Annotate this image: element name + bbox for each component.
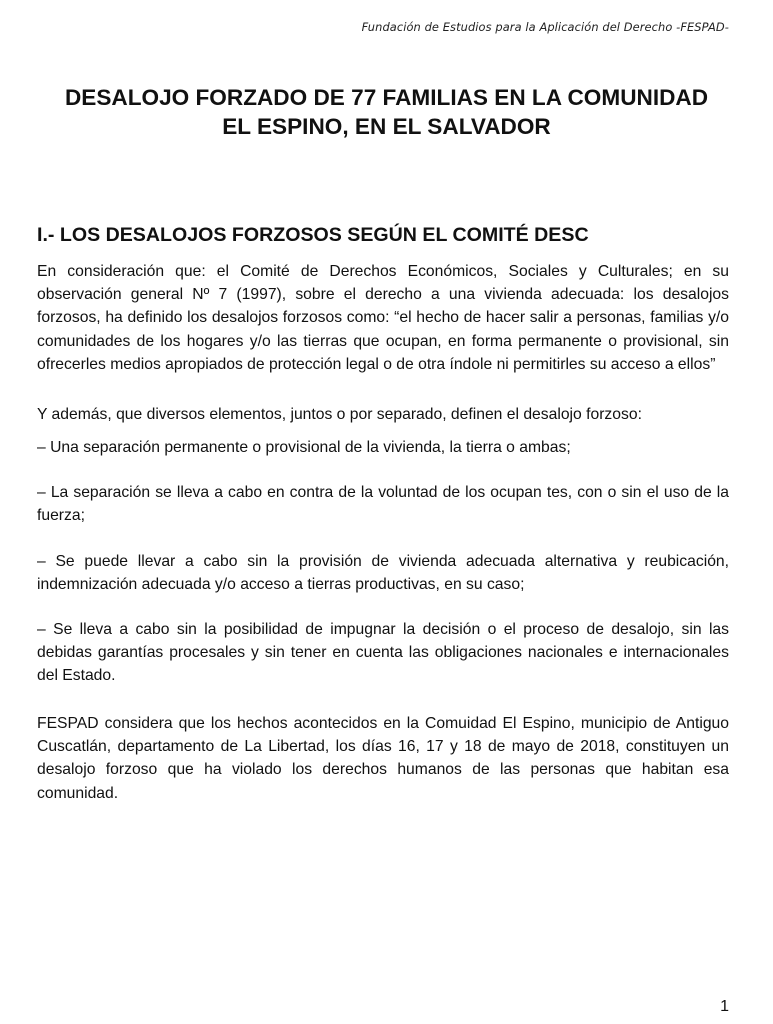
- document-title: [30, 83, 743, 141]
- list-item: – Una separación permanente o provisional de la vivienda, la tierra o ambas;: [37, 439, 571, 456]
- lead-block: [37, 403, 729, 426]
- intro-block: [37, 260, 729, 376]
- list-item: – Se puede llevar a cabo sin la provisión de vivienda adecuada alternativa y reubicación, indemnización adecuada y/o acceso a tierras productivas, en su caso;: [37, 552, 729, 593]
- elements-list: [37, 436, 729, 710]
- conclusion-paragraph: FESPAD considera que los hechos acontecidos en la Comuidad El Espino, municipio de Antiguo Cuscatlán, departamento de La Libertad, los días 16, 17 y 18 de mayo de 2018, constituyen un desalojo forzoso que ha violado los derechos humanos de las personas que habitan esa comunidad.: [37, 715, 729, 802]
- document-title-line-2: EL ESPINO, EN EL SALVADOR: [222, 114, 551, 139]
- list-item: – Se lleva a cabo sin la posibilidad de impugnar la decisión o el proceso de desalojo, sin las debidas garantías procesales y sin tener en cuenta las obligaciones nacionales e internacionales del Estado.: [37, 621, 729, 685]
- section-heading: I.- LOS DESALOJOS FORZOSOS SEGÚN EL COMITÉ DESC: [37, 224, 589, 246]
- page-number: 1: [720, 998, 729, 1015]
- list-item: – La separación se lleva a cabo en contra de la voluntad de los ocupan tes, con o sin el uso de la fuerza;: [37, 484, 729, 525]
- conclusion-block: [37, 712, 729, 805]
- document-title-line-1: DESALOJO FORZADO DE 77 FAMILIAS EN LA COMUNIDAD: [64, 85, 709, 110]
- intro-paragraph: En consideración que: el Comité de Derechos Económicos, Sociales y Culturales; en su observación general Nº 7 (1997), sobre el derecho a una vivienda adecuada: los desalojos forzosos, ha definido los desalojos forzosos como: “el hecho de hacer salir a personas, familias y/o comunidades de los hogares y/o las tierras que ocupan, en forma permanente o provisional, sin ofrecerles medios apropiados de protección legal o de otra índole ni permitirles su acceso a ellos”: [37, 263, 729, 373]
- lead-paragraph: Y además, que diversos elementos, juntos o por separado, definen el desalojo forzoso:: [37, 406, 642, 423]
- running-header: Fundación de Estudios para la Aplicación del Derecho -FESPAD-: [361, 20, 729, 34]
